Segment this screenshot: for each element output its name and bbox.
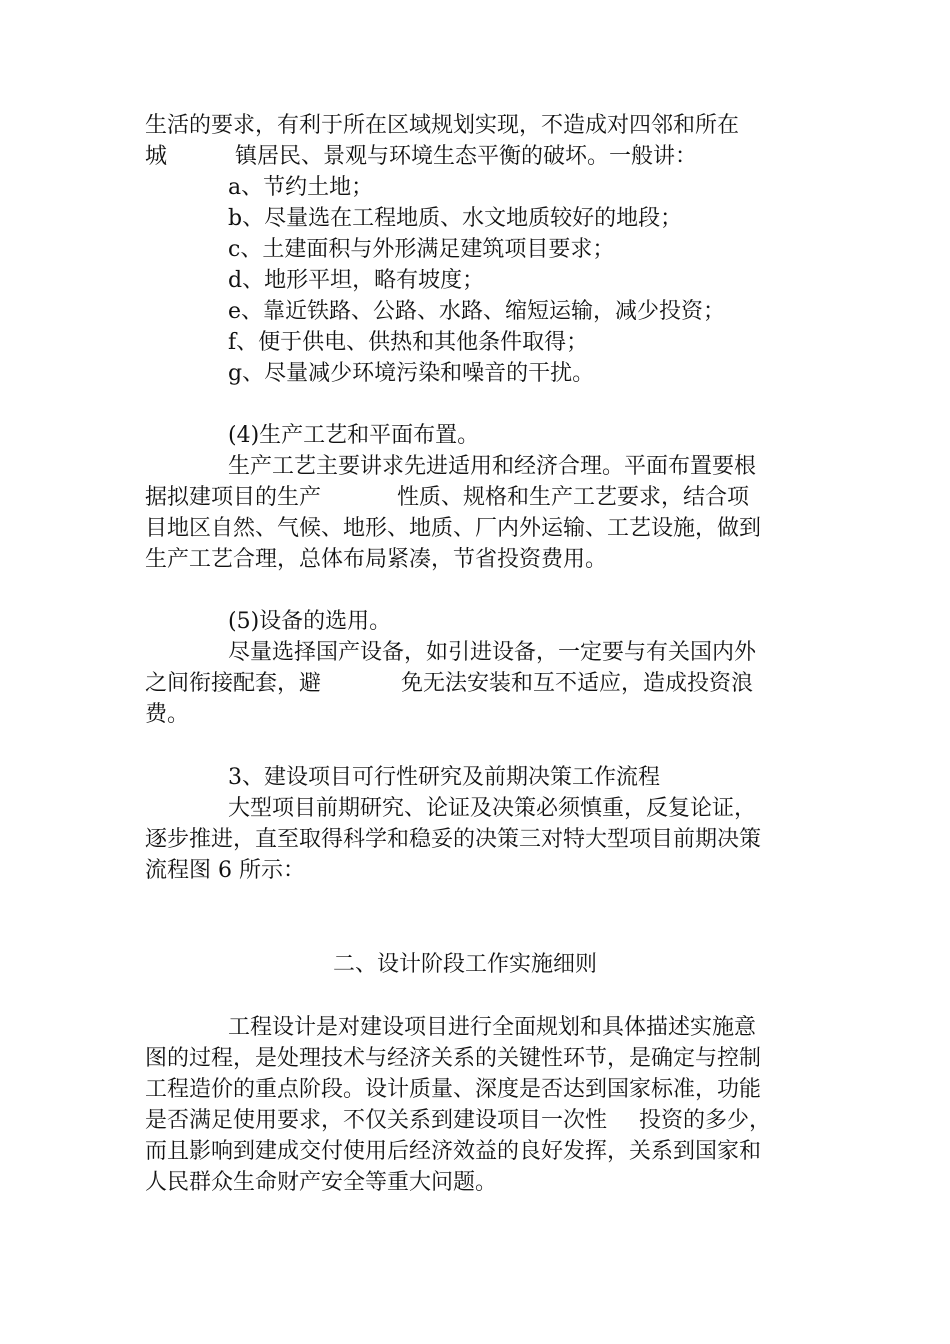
list-item: c、土建面积与外形满足建筑项目要求； (228, 237, 615, 262)
text-line (145, 110, 739, 141)
list-item: d、地形平坦，略有坡度； (228, 268, 485, 293)
list-item: e、靠近铁路、公路、水路、缩短运输，减少投资； (228, 299, 726, 324)
text-line: 人民群众生命财产安全等重大问题。 (145, 1170, 498, 1195)
text-span: 性质、规格和生产工艺要求，结合项 (397, 485, 750, 510)
text-line: 生产工艺合理，总体布局紧凑，节省投资费用。 (145, 547, 608, 572)
text-span: 免无法安装和互不适应，造成投资浪 (401, 671, 754, 696)
text-span: 据拟建项目的生产 (145, 485, 322, 510)
subheading-4: (4)生产工艺和平面布置。 (228, 423, 480, 448)
list-item: b、尽量选在工程地质、水文地质较好的地段； (228, 206, 683, 231)
text-line: 工程造价的重点阶段。设计质量、深度是否达到国家标准，功能 (145, 1077, 762, 1102)
text-line: 图的过程，是处理技术与经济关系的关键性环节，是确定与控制 (145, 1046, 762, 1071)
text-span: 生活的要求，有利于所在区域规划实现，不造成对四邻和所在 (145, 113, 740, 138)
text-line: 大型项目前期研究、论证及决策必须慎重，反复论证， (228, 796, 757, 821)
section-title: 二、设计阶段工作实施细则 (333, 952, 598, 977)
subheading-3: 3、建设项目可行性研究及前期决策工作流程 (228, 765, 660, 790)
text-line: 而且影响到建成交付使用后经济效益的良好发挥，关系到国家和 (145, 1139, 762, 1164)
text-span: 城 (145, 144, 168, 169)
text-span: 之间衔接配套，避 (145, 671, 322, 696)
subheading-5: (5)设备的选用。 (228, 609, 392, 634)
list-item: g、尽量减少环境污染和噪音的干扰。 (228, 361, 595, 386)
text-line: 逐步推进，直至取得科学和稳妥的决策三对特大型项目前期决策 (145, 827, 762, 852)
text-span: 镇居民、景观与环境生态平衡的破坏。一般讲： (235, 144, 698, 169)
text-span: 是否满足使用要求，不仅关系到建设项目一次性 (145, 1108, 608, 1133)
list-item: a、节约土地； (228, 175, 374, 200)
text-line: 尽量选择国产设备，如引进设备，一定要与有关国内外 (228, 640, 757, 665)
text-line (145, 1105, 771, 1136)
text-line: 工程设计是对建设项目进行全面规划和具体描述实施意 (228, 1015, 757, 1040)
text-line (145, 482, 749, 513)
list-item: f、便于供电、供热和其他条件取得； (228, 330, 589, 355)
text-line (145, 668, 753, 699)
text-line (145, 141, 697, 172)
text-line: 费。 (145, 702, 190, 727)
text-line: 目地区自然、气候、地形、地质、厂内外运输、工艺设施，做到 (145, 516, 762, 541)
text-line: 流程图 6 所示： (145, 858, 305, 883)
text-line: 生产工艺主要讲求先进适用和经济合理。平面布置要根 (228, 454, 757, 479)
text-span: 投资的多少， (639, 1108, 772, 1133)
